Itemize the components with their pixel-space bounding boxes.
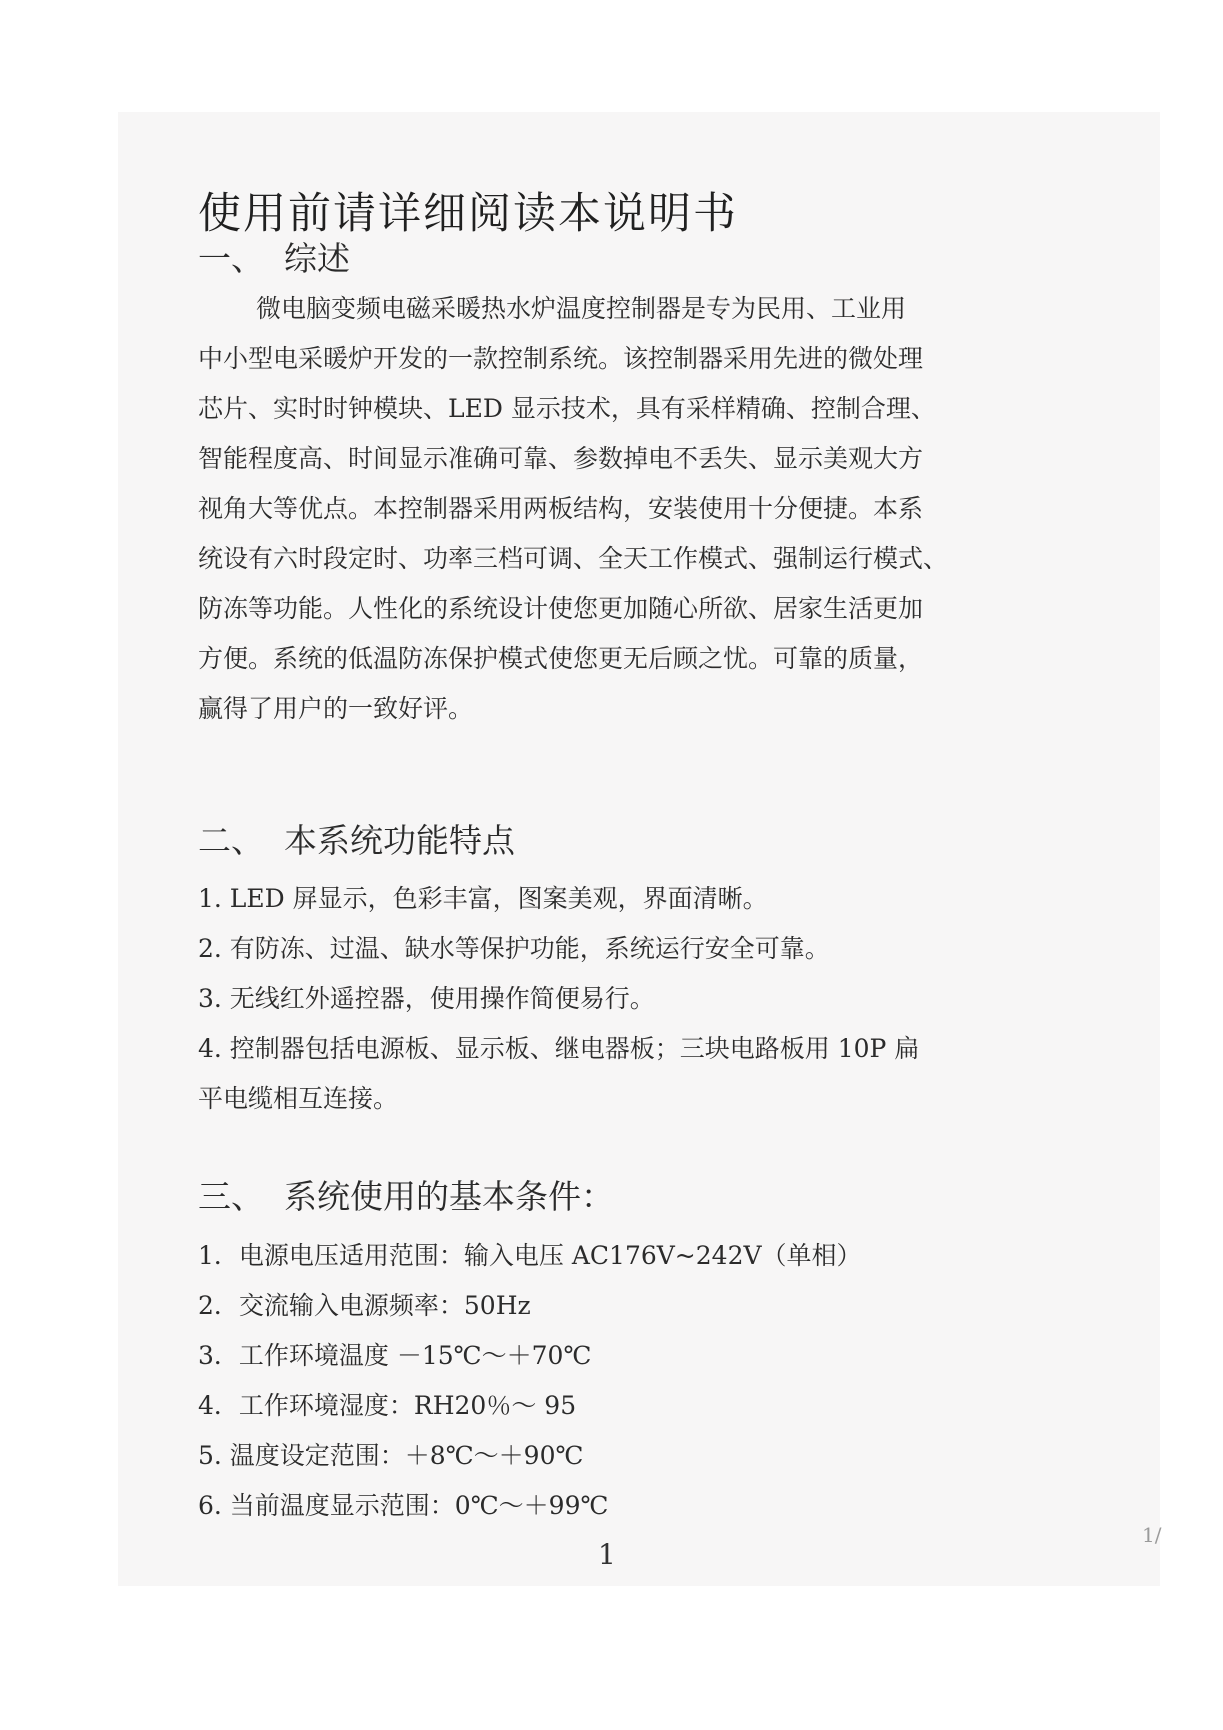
body-line: 防冻等功能。人性化的系统设计使您更加随心所欲、居家生活更加 [198,594,924,623]
body-line: 芯片、实时时钟模块、LED 显示技术，具有采样精确、控制合理、 [198,394,936,423]
section-1-heading [198,236,350,282]
list-item: 6. 当前温度显示范围：0℃～＋99℃ [198,1491,609,1520]
body-line: 智能程度高、时间显示准确可靠、参数掉电不丢失、显示美观大方 [198,444,924,473]
section-2-heading [198,818,515,864]
section-2-title: 本系统功能特点 [284,821,515,860]
list-item: 3. 无线红外遥控器，使用操作简便易行。 [198,984,655,1013]
body-line: 赢得了用户的一致好评。 [198,694,474,723]
section-3-title: 系统使用的基本条件： [284,1177,614,1216]
body-line: 统设有六时段定时、功率三档可调、全天工作模式、强制运行模式、 [198,544,949,573]
list-item: 3．工作环境温度 －15℃～＋70℃ [198,1341,592,1370]
section-3-heading [198,1174,614,1220]
section-2-list [198,874,1078,1124]
list-item: 1．电源电压适用范围：输入电压 AC176V~242V（单相） [198,1241,862,1270]
body-line: 微电脑变频电磁采暖热水炉温度控制器是专为民用、工业用 [256,294,907,323]
list-item: 5. 温度设定范围：＋8℃～＋90℃ [198,1441,584,1470]
page-corner-mark: 1/ [1142,1523,1162,1547]
list-item: 2. 有防冻、过温、缺水等保护功能，系统运行安全可靠。 [198,934,830,963]
list-item: 平电缆相互连接。 [198,1084,399,1113]
section-1-title: 综述 [284,239,350,278]
body-line: 视角大等优点。本控制器采用两板结构，安装使用十分便捷。本系 [198,494,924,523]
section-2-number: 二、 [198,821,264,860]
page-number: 1 [598,1538,616,1571]
section-1-body [198,284,1078,734]
section-1-number: 一、 [198,239,264,278]
list-item: 4．工作环境湿度：RH20％～ 95 [198,1391,577,1420]
list-item: 2．交流输入电源频率：50Hz [198,1291,531,1320]
body-line: 方便。系统的低温防冻保护模式使您更无后顾之忧。可靠的质量， [198,644,924,673]
section-3-number: 三、 [198,1177,264,1216]
document-title: 使用前请详细阅读本说明书 [198,189,738,239]
section-3-list [198,1231,1078,1531]
list-item: 1. LED 屏显示，色彩丰富，图案美观，界面清晰。 [198,884,768,913]
list-item: 4. 控制器包括电源板、显示板、继电器板；三块电路板用 10P 扁 [198,1034,920,1063]
body-line: 中小型电采暖炉开发的一款控制系统。该控制器采用先进的微处理 [198,344,924,373]
